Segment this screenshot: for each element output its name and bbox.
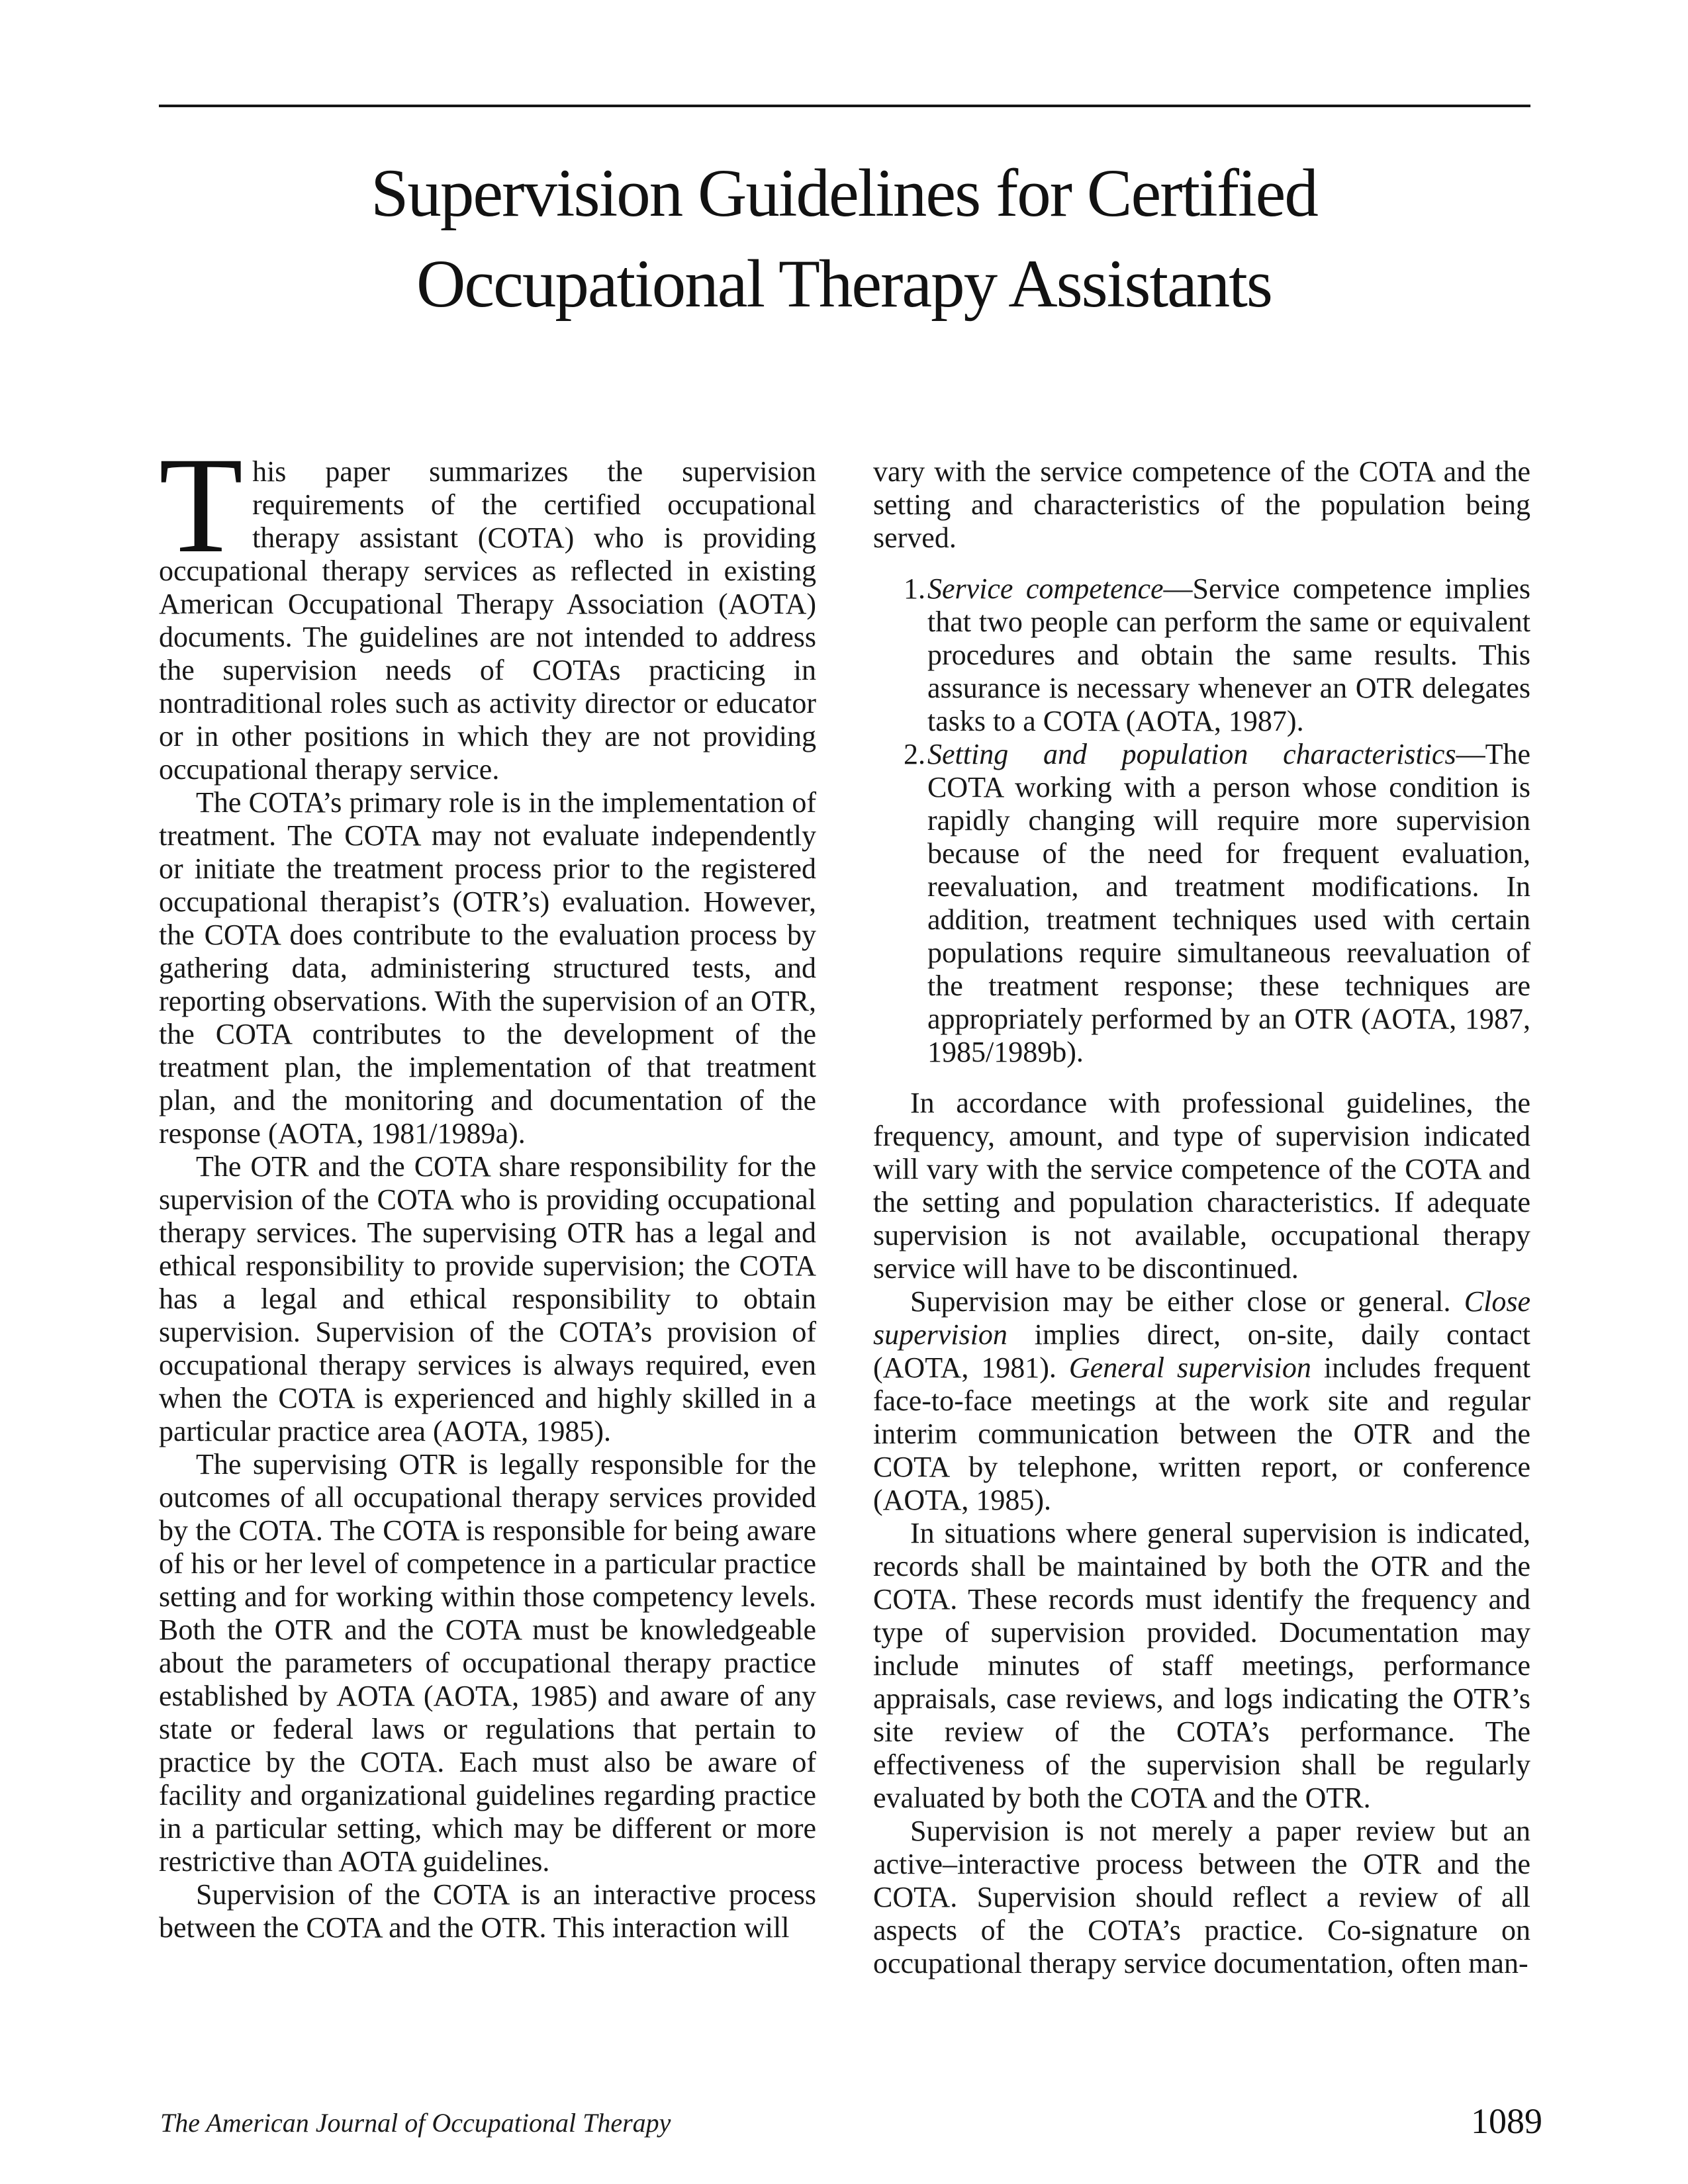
footer-journal-title: The American Journal of Occupational Therapy xyxy=(160,2108,671,2138)
right-column xyxy=(873,455,1530,1980)
article-title-line1: Supervision Guidelines for Certified xyxy=(371,156,1317,231)
article-title-line2: Occupational Therapy Assistants xyxy=(416,246,1272,322)
list-item xyxy=(873,572,1530,738)
list-item-number: 1. xyxy=(904,572,925,605)
left-column xyxy=(159,429,816,1980)
paragraph: In situations where general supervision is indicated, records shall be maintained by both the OTR and the COTA. These records must identify the frequency and type of supervision provided. Documentation may include minutes of staff meetings, performance appraisals, case reviews, and logs indicating the OTR’s site review of the COTA’s performance. The effectiveness of the supervision shall be regularly evaluated by both the COTA and the OTR. xyxy=(873,1517,1530,1814)
numbered-list xyxy=(873,572,1530,1069)
article-body xyxy=(159,429,1531,1980)
paragraph: The COTA’s primary role is in the implementation of treatment. The COTA may not evaluate independently or initiate the treatment process prior to the registered occupational therapist’s (OTR’s) evaluation. However, the COTA does contribute to the evaluation process by gathering data, administering structured tests, and reporting observations. With the supervision of an OTR, the COTA contributes to the development of the treatment plan, the implementation of that treatment plan, and the monitoring and documentation of the response (AOTA, 1981/1989a). xyxy=(159,786,816,1150)
list-item-number: 2. xyxy=(904,738,925,770)
continuation-paragraph: vary with the service competence of the COTA and the setting and characteristics of the population being served. xyxy=(873,455,1530,554)
list-item-text: Service competence—Service competence implies that two people can perform the same or equivalent procedures and obtain the same results. This assurance is necessary whenever an OTR delegates tasks to a COTA (AOTA, 1987). xyxy=(927,572,1530,737)
paragraph: Supervision of the COTA is an interactive process between the COTA and the OTR. This interaction will xyxy=(159,1878,816,1944)
paragraph: Supervision may be either close or general. Close supervision implies direct, on-site, daily contact (AOTA, 1981). General supervision includes frequent face-to-face meetings at the work site and regular interim communication between the OTR and the COTA by telephone, written report, or conference (AOTA, 1985). xyxy=(873,1285,1531,1516)
dropcap-letter: T xyxy=(159,429,244,581)
paragraph: The OTR and the COTA share responsibility for the supervision of the COTA who is providing occupational therapy services. The supervising OTR has a legal and ethical responsibility to provide supervision; the COTA has a legal and ethical responsibility to obtain supervision. Supervision of the COTA’s provision of occupational therapy services is always required, even when the COTA is experienced and highly skilled in a particular practice area (AOTA, 1985). xyxy=(159,1150,816,1447)
opening-paragraph-text: his paper summarizes the supervision requirements of the certified occupational therapy assistant (COTA) who is providing occupational therapy services as reflected in existing American Occupational Therapy Association (AOTA) documents. The guidelines are not intended to address the supervision needs of COTAs practicing in nontraditional roles such as activity director or educator or in other positions in which they are not providing occupational therapy service. xyxy=(159,455,816,786)
footer-page-number: 1089 xyxy=(1471,2101,1542,2141)
header-rule xyxy=(159,105,1530,107)
article-title xyxy=(0,148,1688,330)
paragraph: Supervision is not merely a paper review but an active–interactive process between the OTR and the COTA. Supervision should reflect a review of all aspects of the COTA’s practice. Co-signature on occupational therapy service documentation, often man- xyxy=(873,1815,1530,1979)
paragraph: The supervising OTR is legally responsible for the outcomes of all occupational therapy services provided by the COTA. The COTA is responsible for being aware of his or her level of competence in a particular practice setting and for working within those competency levels. Both the OTR and the COTA must be knowledgeable about the parameters of occupational therapy practice established by AOTA (AOTA, 1985) and aware of any state or federal laws or regulations that pertain to practice by the COTA. Each must also be aware of facility and organizational guidelines regarding practice in a particular setting, which may be different or more restrictive than AOTA guidelines. xyxy=(159,1448,816,1878)
list-item-text: Setting and population characteristics—The COTA working with a person whose condition is rapidly changing will require more supervision because of the need for frequent evaluation, reevaluation, and treatment modifications. In addition, treatment techniques used with certain populations require simultaneous reevaluation of the treatment response; these techniques are appropriately performed by an OTR (AOTA, 1987, 1985/1989b). xyxy=(927,738,1530,1068)
paragraph: In accordance with professional guidelines, the frequency, amount, and type of supervision indicated will vary with the service competence of the COTA and the setting and population characteristics. If adequate supervision is not available, occupational therapy service will have to be discontinued. xyxy=(873,1087,1530,1285)
opening-paragraph xyxy=(159,429,816,786)
list-item xyxy=(873,738,1530,1069)
